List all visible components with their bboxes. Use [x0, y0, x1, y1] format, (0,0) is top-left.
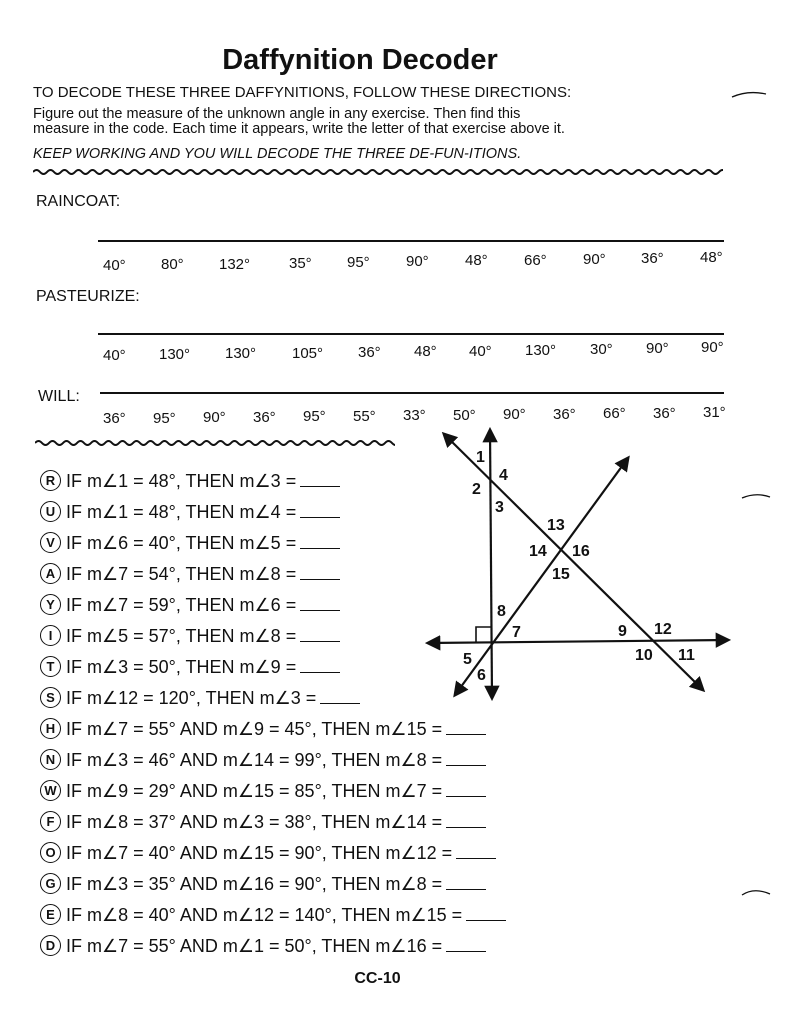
code-value: 48° — [414, 343, 437, 360]
code-value: 40° — [103, 257, 126, 274]
code-value: 36° — [358, 344, 381, 361]
exercise-text: IF m∠7 = 40° AND m∠15 = 90°, THEN m∠12 = — [66, 843, 453, 863]
angle-label-11: 11 — [678, 647, 695, 664]
directions-line-3: KEEP WORKING AND YOU WILL DECODE THE THREE DE-FUN-ITIONS. — [33, 146, 522, 162]
code-value: 50° — [453, 407, 476, 424]
angle-label-12: 12 — [654, 621, 672, 638]
horizontal-line — [428, 640, 728, 643]
code-value: 36° — [653, 405, 676, 422]
code-value: 95° — [303, 408, 326, 425]
code-value: 130° — [159, 346, 191, 363]
page-footer-code: CC-10 — [354, 970, 401, 987]
code-value: 130° — [225, 345, 257, 362]
exercise-text: IF m∠1 = 48°, THEN m∠4 = — [66, 502, 297, 522]
exercise-letter: O — [40, 842, 61, 863]
exercise-letter: T — [40, 656, 61, 677]
diagonal-line-rising — [455, 458, 628, 695]
vertical-line — [490, 430, 492, 698]
exercise-letter: D — [40, 935, 61, 956]
exercise-text: IF m∠8 = 40° AND m∠12 = 140°, THEN m∠15 = — [66, 905, 463, 925]
angle-label-13: 13 — [547, 517, 565, 534]
exercise-text: IF m∠7 = 59°, THEN m∠6 = — [66, 595, 297, 615]
directions-heading: TO DECODE THESE THREE DAFFYNITIONS, FOLLOW THESE DIRECTIONS: — [33, 84, 572, 101]
code-value: 48° — [465, 252, 488, 269]
angle-label-14: 14 — [529, 543, 547, 560]
diagonal-line-falling — [444, 434, 703, 690]
code-value: 90° — [406, 253, 429, 270]
angle-label-1: 1 — [476, 449, 485, 466]
code-value: 36° — [253, 409, 276, 426]
exercise-text: IF m∠3 = 35° AND m∠16 = 90°, THEN m∠8 = — [66, 874, 443, 894]
exercise-text: IF m∠8 = 37° AND m∠3 = 38°, THEN m∠14 = — [66, 812, 443, 832]
code-value: 90° — [203, 409, 226, 426]
exercise-text: IF m∠5 = 57°, THEN m∠8 = — [66, 626, 297, 646]
angle-label-5: 5 — [463, 651, 472, 668]
code-value: 105° — [292, 345, 324, 362]
exercise-letter: W — [40, 780, 61, 801]
code-value: 90° — [503, 406, 526, 423]
code-value: 33° — [403, 407, 426, 424]
code-value: 130° — [525, 342, 557, 359]
exercise-text: IF m∠1 = 48°, THEN m∠3 = — [66, 471, 297, 491]
directions-line-2: measure in the code. Each time it appears, write the letter of that exercise above it. — [33, 121, 565, 137]
exercise-letter: N — [40, 749, 61, 770]
exercise-letter: A — [40, 563, 61, 584]
right-angle-mark — [476, 627, 491, 643]
code-value: 48° — [700, 249, 723, 266]
margin-mark — [730, 88, 770, 100]
exercise-letter: I — [40, 625, 61, 646]
code-value: 40° — [469, 343, 492, 360]
puzzle-label-will: WILL: — [38, 388, 80, 405]
puzzle-label-raincoat: RAINCOAT: — [36, 193, 121, 210]
angle-label-16: 16 — [572, 543, 590, 560]
exercise-letter: U — [40, 501, 61, 522]
code-value: 95° — [153, 410, 176, 427]
exercise-text: IF m∠6 = 40°, THEN m∠5 = — [66, 533, 297, 553]
angle-label-10: 10 — [635, 647, 653, 664]
margin-mark — [740, 490, 774, 502]
code-value: 95° — [347, 254, 370, 271]
code-value: 30° — [590, 341, 613, 358]
puzzle-label-pasteurize: PASTEURIZE: — [36, 288, 140, 305]
exercise-text: IF m∠9 = 29° AND m∠15 = 85°, THEN m∠7 = — [66, 781, 443, 801]
exercise-letter: H — [40, 718, 61, 739]
exercise-text: IF m∠12 = 120°, THEN m∠3 = — [66, 688, 317, 708]
exercise-text: IF m∠7 = 55° AND m∠1 = 50°, THEN m∠16 = — [66, 936, 443, 956]
angle-label-7: 7 — [512, 624, 521, 641]
angle-label-3: 3 — [495, 499, 504, 516]
code-value: 90° — [701, 339, 724, 356]
exercise-letter: S — [40, 687, 61, 708]
exercise-text: IF m∠7 = 55° AND m∠9 = 45°, THEN m∠15 = — [66, 719, 443, 739]
code-value: 31° — [703, 404, 726, 421]
margin-mark — [740, 885, 774, 899]
code-value: 40° — [103, 347, 126, 364]
code-value: 36° — [641, 250, 664, 267]
angle-label-8: 8 — [497, 603, 506, 620]
code-value: 36° — [553, 406, 576, 423]
code-value: 36° — [103, 410, 126, 427]
exercise-text: IF m∠7 = 54°, THEN m∠8 = — [66, 564, 297, 584]
exercise-text: IF m∠3 = 46° AND m∠14 = 99°, THEN m∠8 = — [66, 750, 443, 770]
exercise-letter: V — [40, 532, 61, 553]
angle-label-4: 4 — [499, 467, 508, 484]
code-value: 132° — [219, 256, 251, 273]
code-value: 35° — [289, 255, 312, 272]
exercise-letter: R — [40, 470, 61, 491]
exercise-text: IF m∠3 = 50°, THEN m∠9 = — [66, 657, 297, 677]
code-value: 90° — [646, 340, 669, 357]
angle-label-2: 2 — [472, 481, 481, 498]
code-value: 66° — [524, 252, 547, 269]
angle-label-15: 15 — [552, 566, 570, 583]
exercise-letter: G — [40, 873, 61, 894]
page-title: Daffynition Decoder — [222, 44, 498, 76]
code-value: 66° — [603, 405, 626, 422]
directions-line-1: Figure out the measure of the unknown angle in any exercise. Then find this — [33, 106, 521, 122]
code-value: 80° — [161, 256, 184, 273]
angle-label-9: 9 — [618, 623, 627, 640]
code-value: 90° — [583, 251, 606, 268]
exercise-letter: E — [40, 904, 61, 925]
code-value: 55° — [353, 408, 376, 425]
exercise-letter: F — [40, 811, 61, 832]
angle-label-6: 6 — [477, 667, 486, 684]
exercise-letter: Y — [40, 594, 61, 615]
